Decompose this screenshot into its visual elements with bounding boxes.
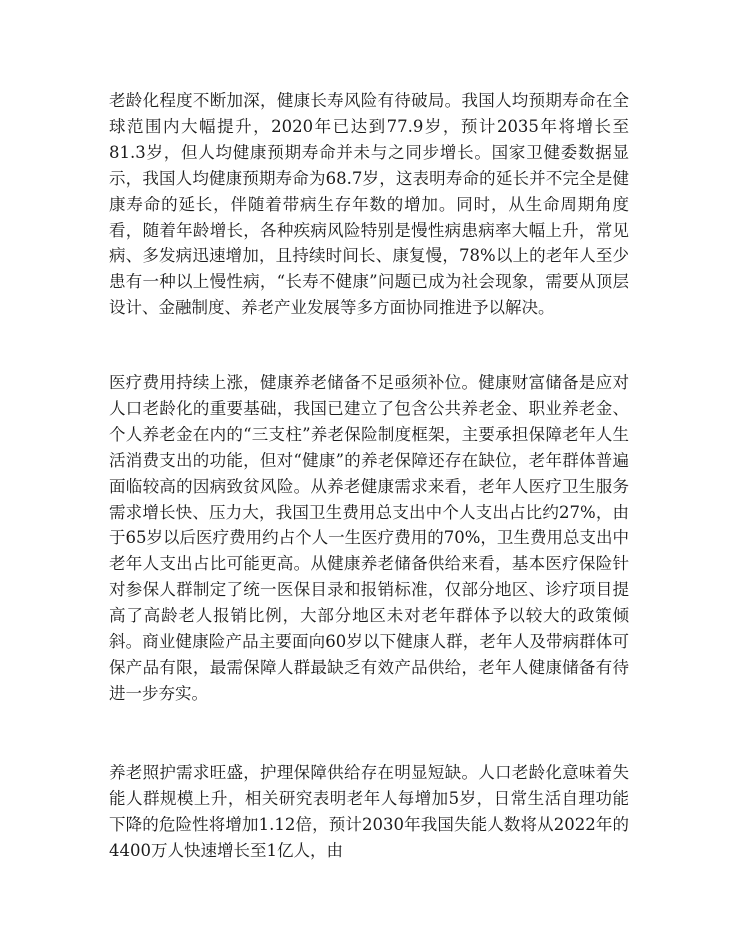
paragraph-elderly-care-demand: 养老照护需求旺盛，护理保障供给存在明显短缺。人口老龄化意味着失能人群规模上升，相关研究表明老年人每增加5岁，日常生活自理功能下降的危险性将增加1.12倍，预计2030年我国失能人数将从2022年的4400万人快速增长至1亿人，由 [109, 763, 629, 860]
paragraph-longevity-health-risk: 老龄化程度不断加深，健康长寿风险有待破局。我国人均预期寿命在全球范围内大幅提升，2020年已达到77.9岁，预计2035年将增长至81.3岁，但人均健康预期寿命并未与之同步增长。国家卫健委数据显示，我国人均健康预期寿命为68.7岁，这表明寿命的延长并不完全是健康寿命的延长，伴随着带病生存年数的增加。同时，从生命周期角度看，随着年龄增长，各种疾病风险特别是慢性病患病率大幅上升，常见病、多发病迅速增加，且持续时间长、康复慢，78%以上的老年人至少患有一种以上慢性病，“长寿不健康”问题已成为社会现象，需要从顶层设计、金融制度、养老产业发展等多方面协同推进予以解决。 [109, 91, 629, 318]
paragraph-medical-cost-reserve: 医疗费用持续上涨，健康养老储备不足亟须补位。健康财富储备是应对人口老龄化的重要基础，我国已建立了包含公共养老金、职业养老金、个人养老金在内的“三支柱”养老保险制度框架，主要承担保障老年人生活消费支出的功能，但对“健康”的养老保障还存在缺位，老年群体普遍面临较高的因病致贫风险。从养老健康需求来看，老年人医疗卫生服务需求增长快、压力大，我国卫生费用总支出中个人支出占比约27%，由于65岁以后医疗费用约占个人一生医疗费用的70%，卫生费用总支出中老年人支出占比可能更高。从健康养老储备供给来看，基本医疗保险针对参保人群制定了统一医保目录和报销标准，仅部分地区、诊疗项目提高了高龄老人报销比例，大部分地区未对老年群体予以较大的政策倾斜。商业健康险产品主要面向60岁以下健康人群，老年人及带病群体可保产品有限，最需保障人群最缺乏有效产品供给，老年人健康储备有待进一步夯实。 [109, 373, 629, 703]
